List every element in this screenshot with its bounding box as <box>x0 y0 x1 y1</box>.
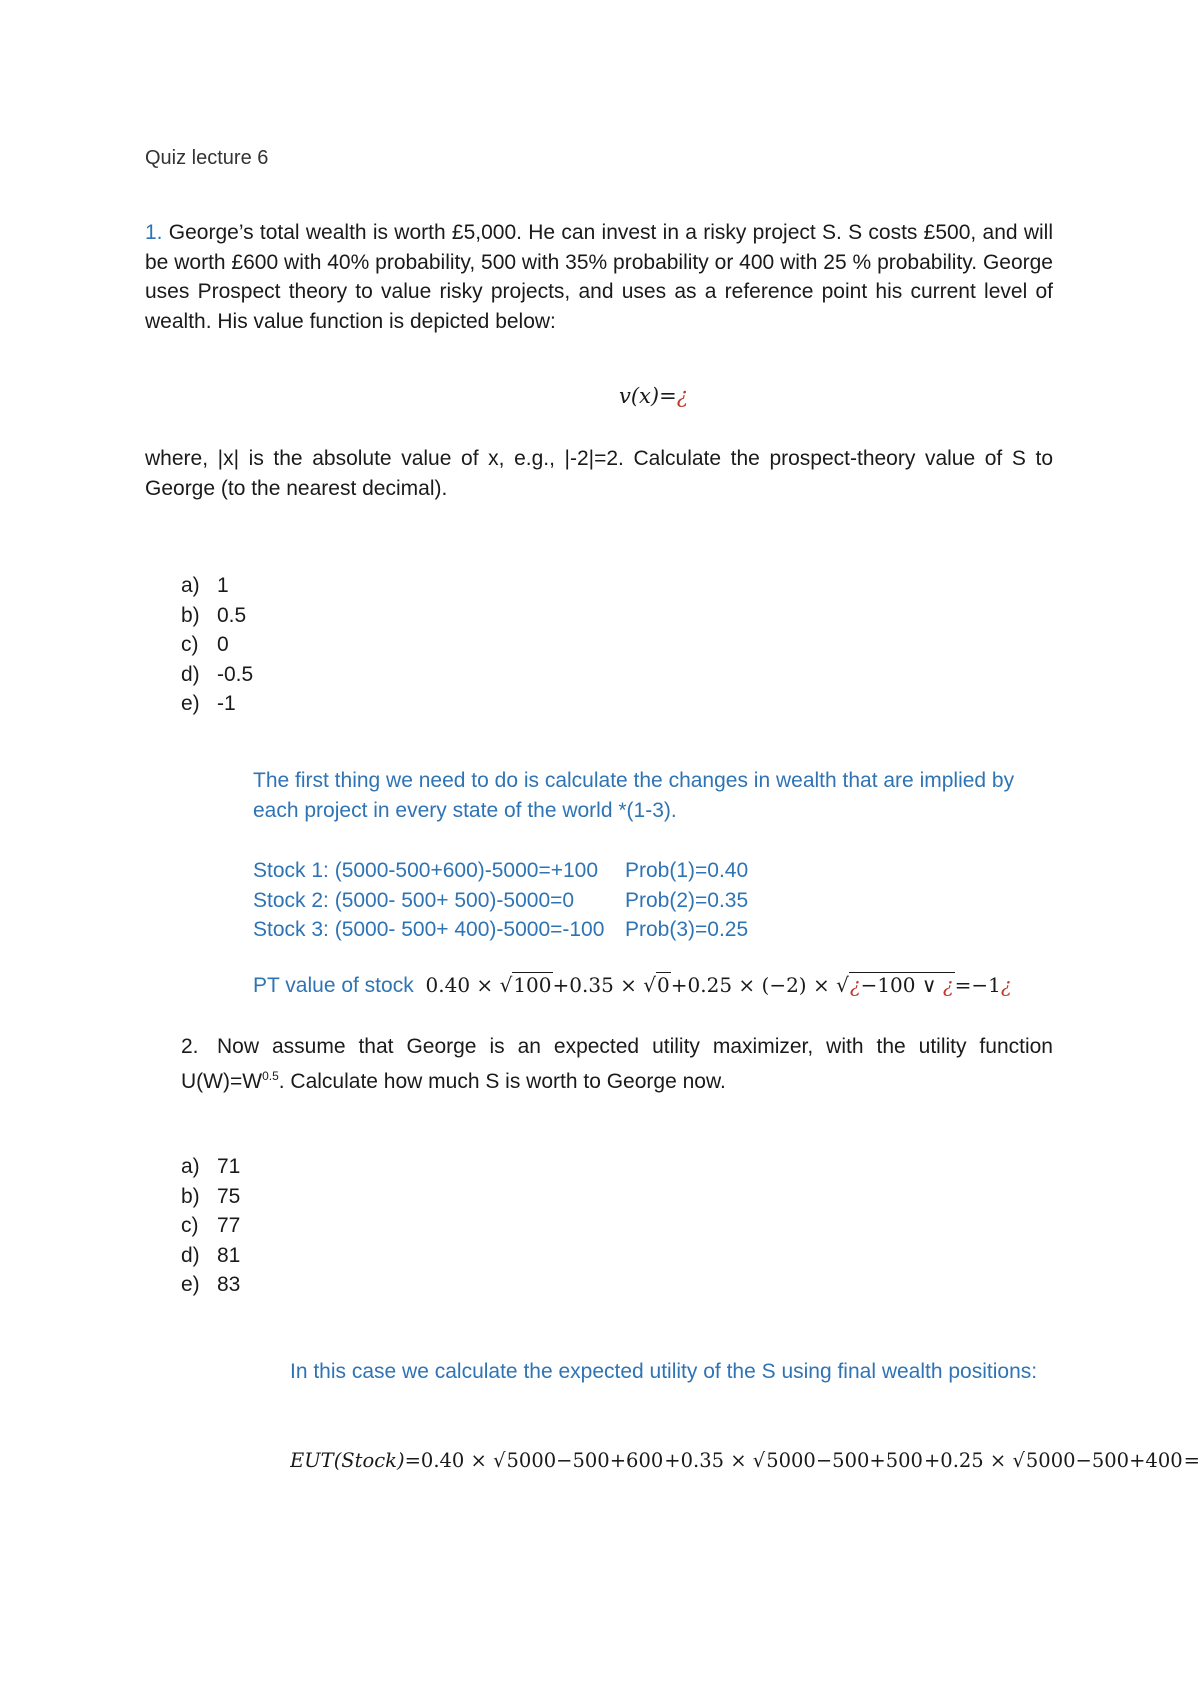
eut-arg: (Stock) <box>333 1449 405 1472</box>
eut-radicand-3: 5000−500+400 <box>1025 1449 1183 1472</box>
pt-term-2: +0.35 × <box>552 973 644 997</box>
pt-value-row <box>253 971 1012 1001</box>
stock-1-prob: Prob(1)=0.40 <box>625 859 749 882</box>
q2-solution-intro: In this case we calculate the expected utility of the S using final wealth positions: <box>290 1360 1038 1383</box>
question-2-text-a: Now assume that George is an expected utility maximizer, with the utility function U(W)=W <box>181 1035 1053 1093</box>
sqrt-symbol-eut-2: √5000−500+500 <box>752 1449 923 1472</box>
eut-radicand-1: 5000−500+600 <box>506 1449 664 1472</box>
q2-option-value: 77 <box>217 1214 241 1237</box>
sqrt-symbol-1: √100 <box>499 973 552 997</box>
pt-result-glyph: ¿ <box>1000 973 1012 997</box>
q1-option-letter: c) <box>181 633 199 656</box>
eut-tail: = <box>1183 1449 1200 1472</box>
value-function-lhs: v(x)= <box>619 384 677 408</box>
eut-term-3: +0.25 × <box>923 1449 1013 1472</box>
stock-3-prob: Prob(3)=0.25 <box>625 918 749 941</box>
q2-option-value: 81 <box>217 1243 241 1267</box>
value-function-formula <box>619 384 688 408</box>
q1-option-value: 0.5 <box>217 603 247 627</box>
stock-3-calc: Stock 3: (5000- 500+ 400)-5000=-100 <box>253 918 605 941</box>
radicand-3-mid: −100 ∨ <box>860 973 943 997</box>
q1-option-value: 1 <box>217 574 229 597</box>
sqrt-symbol-eut-1: √5000−500+600 <box>493 1449 664 1472</box>
q2-option-value: 83 <box>217 1273 241 1296</box>
sqrt-symbol-eut-3: √5000−500+400 <box>1012 1449 1183 1472</box>
stock-2-prob: Prob(2)=0.35 <box>625 888 749 912</box>
eut-formula <box>290 1449 1200 1472</box>
q1-option-value: -1 <box>217 692 236 715</box>
q2-option-letter: d) <box>181 1243 200 1267</box>
eut-term-1: =0.40 × <box>404 1449 494 1472</box>
eut-term-2: +0.35 × <box>664 1449 753 1472</box>
sqrt-symbol-2: √0 <box>643 973 670 997</box>
q2-option-letter: e) <box>181 1273 200 1296</box>
q1-option-a[interactable] <box>181 571 229 601</box>
q1-option-c[interactable] <box>181 630 229 660</box>
question-1 <box>145 218 1053 336</box>
question-2-exponent: 0.5 <box>262 1068 279 1083</box>
q2-option-letter: a) <box>181 1155 200 1178</box>
stock-2-calc: Stock 2: (5000- 500+ 500)-5000=0 <box>253 888 575 912</box>
q1-option-e[interactable] <box>181 689 236 719</box>
q1-option-letter: d) <box>181 662 200 686</box>
radicand-3-glyph-a: ¿ <box>849 973 861 997</box>
q1-option-b[interactable] <box>181 601 246 631</box>
q1-option-letter: a) <box>181 574 200 597</box>
q1-solution-intro: The first thing we need to do is calculate the changes in wealth that are implied by each project in every state of the world *(1-3). <box>253 769 1015 822</box>
stock-2-row <box>253 886 748 916</box>
q2-option-b[interactable] <box>181 1182 240 1212</box>
stock-3-row <box>253 915 748 945</box>
sqrt-symbol-3: √¿−100 ∨ ¿ <box>836 973 954 997</box>
q1-option-d[interactable] <box>181 660 253 690</box>
radicand-2: 0 <box>657 973 670 997</box>
pt-term-1: 0.40 × <box>425 973 500 997</box>
value-function-rhs: ¿ <box>676 384 688 408</box>
q2-option-e[interactable] <box>181 1270 240 1300</box>
radicand-3 <box>849 972 955 997</box>
q2-option-value: 75 <box>217 1184 241 1208</box>
q2-option-letter: c) <box>181 1214 199 1237</box>
q1-option-value: 0 <box>217 633 229 656</box>
q1-option-letter: b) <box>181 603 200 627</box>
q2-option-d[interactable] <box>181 1241 240 1271</box>
question-1-number: 1. <box>145 221 163 244</box>
q2-option-c[interactable] <box>181 1211 240 1241</box>
question-1-continuation: where, |x| is the absolute value of x, e.g., |-2|=2. Calculate the prospect-theory value of S to George (to the nearest decimal). <box>145 447 1053 500</box>
pt-result: =−1 <box>954 973 1001 997</box>
pt-value-formula <box>426 973 1012 997</box>
radicand-3-glyph-b: ¿ <box>942 973 954 997</box>
q2-option-value: 71 <box>217 1155 241 1178</box>
q2-option-letter: b) <box>181 1184 200 1208</box>
stock-1-row <box>253 856 748 886</box>
question-2-number: 2. <box>181 1035 199 1058</box>
eut-lhs: EUT <box>290 1449 334 1472</box>
question-2-text-b: . Calculate how much S is worth to George now. <box>278 1069 726 1093</box>
q2-option-a[interactable] <box>181 1152 240 1182</box>
q1-option-value: -0.5 <box>217 662 254 686</box>
question-2 <box>181 1032 1053 1096</box>
eut-radicand-2: 5000−500+500 <box>766 1449 923 1472</box>
stock-1-calc: Stock 1: (5000-500+600)-5000=+100 <box>253 859 599 882</box>
pt-term-3: +0.25 × (−2) × <box>670 973 837 997</box>
page-header: Quiz lecture 6 <box>145 147 269 169</box>
question-1-text: George’s total wealth is worth £5,000. He can invest in a risky project S. S costs £500, and will be worth £600 with 40% probability, 500 with 35% probability or 400 with 25 % probability. George uses Prospect theory to value risky projects, and uses as a reference point his current level of wealth. His value function is depicted below: <box>145 221 1053 333</box>
radicand-1: 100 <box>513 973 552 997</box>
pt-value-label: PT value of stock <box>253 974 414 997</box>
q1-option-letter: e) <box>181 692 200 715</box>
